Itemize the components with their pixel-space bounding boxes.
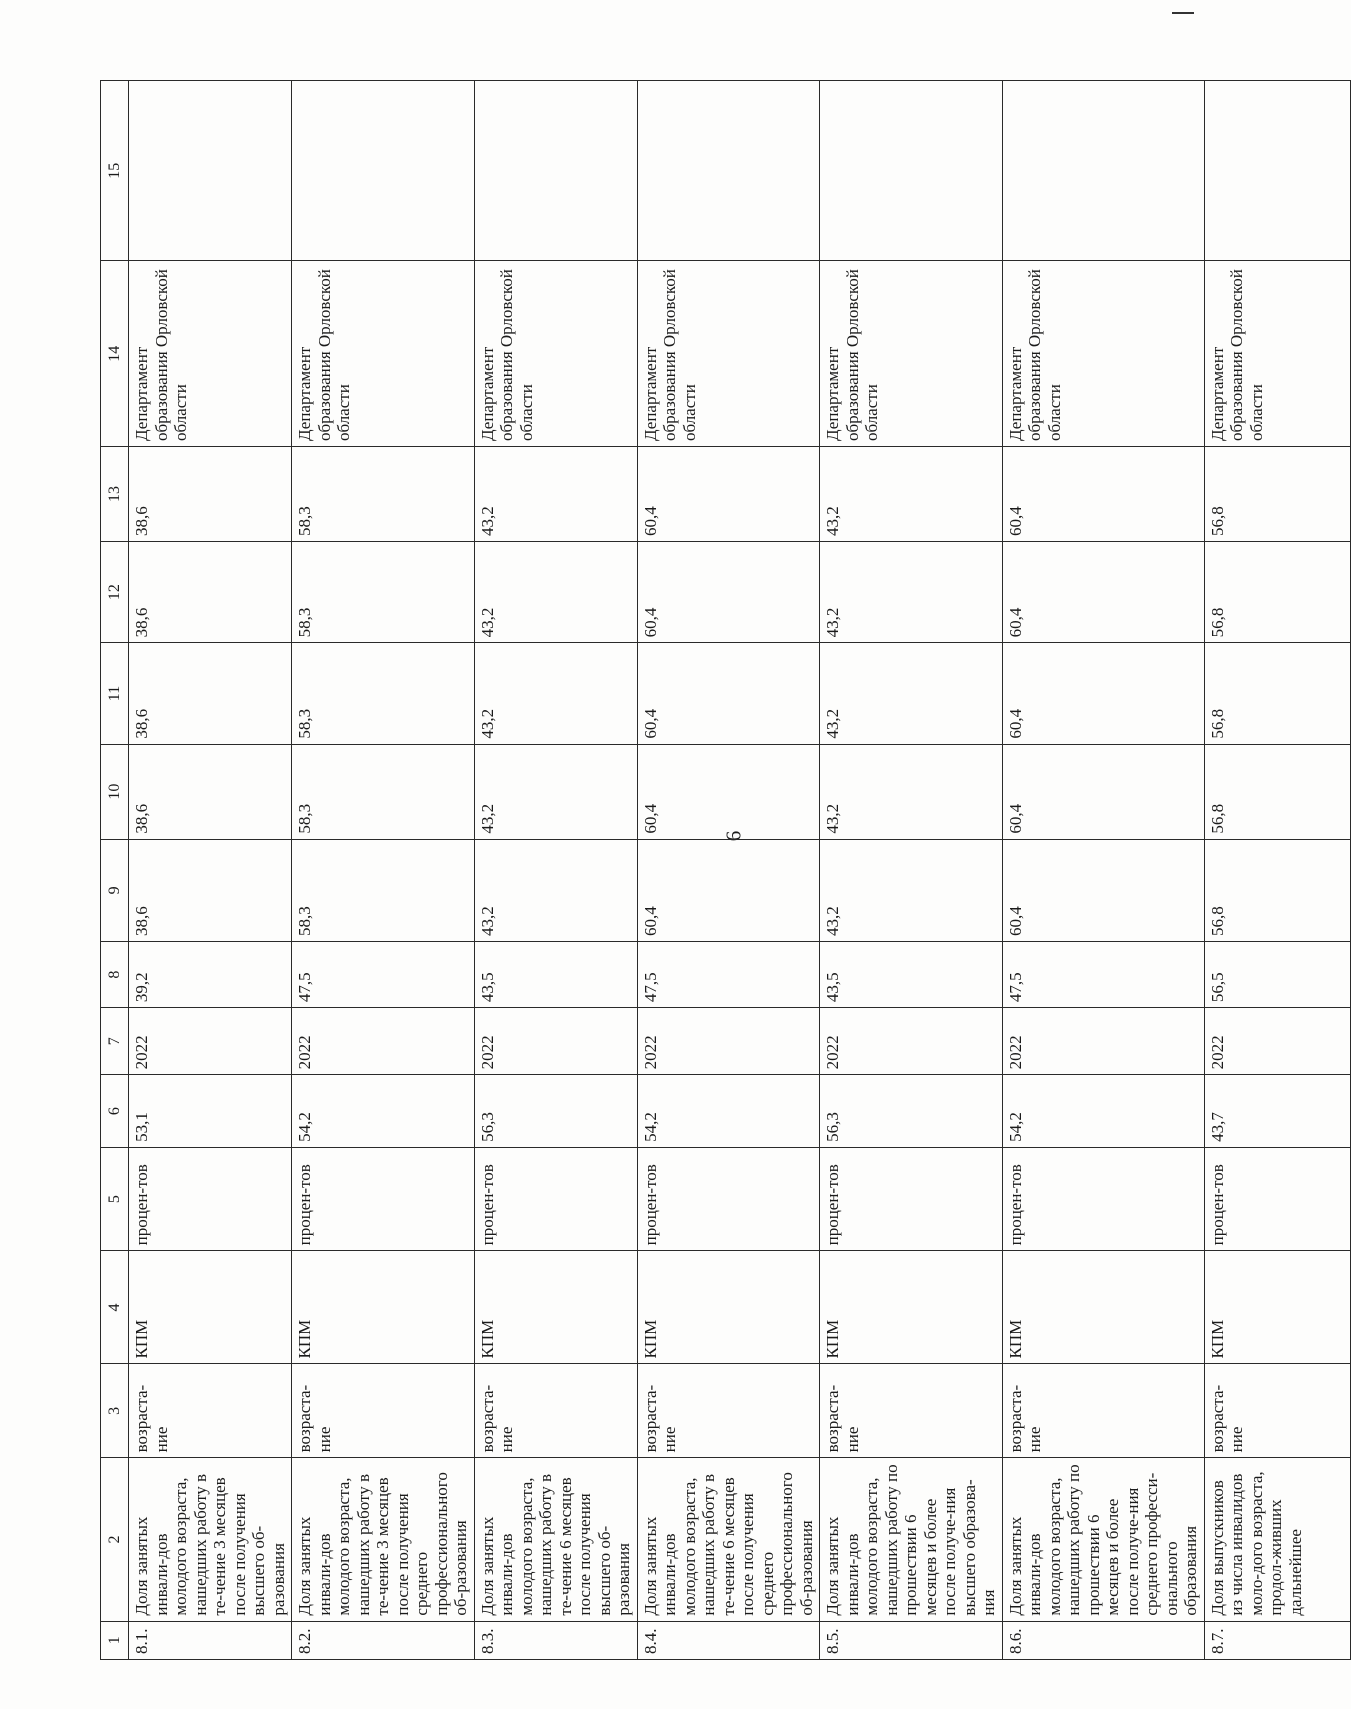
indicator-name: Доля занятых инвали-дов молодого возраста, нашедших работу по прошествии 6 месяцев и более после получе-ния среднего професси-онального образования	[1002, 1458, 1204, 1621]
value-cell: 60,4	[1002, 447, 1204, 542]
column-header: 15	[101, 81, 129, 261]
trend-cell: возраста-ние	[292, 1364, 475, 1458]
value-cell: 43,5	[474, 942, 637, 1008]
unit-cell: процен-тов	[820, 1147, 1003, 1250]
column-header: 11	[101, 643, 129, 744]
value-cell: 60,4	[637, 541, 820, 642]
value-cell: 60,4	[637, 643, 820, 744]
value-cell: 38,6	[129, 643, 292, 744]
value-cell: 58,3	[292, 839, 475, 941]
responsible-cell: Департамент образования Орловской области	[820, 261, 1003, 447]
value-cell: 38,6	[129, 839, 292, 941]
base-year: 2022	[820, 1008, 1003, 1075]
value-cell: 56,8	[1204, 643, 1350, 744]
value-cell: 43,2	[820, 643, 1003, 744]
value-cell: 43,2	[820, 839, 1003, 941]
column-header: 14	[101, 261, 129, 447]
column-number-header	[101, 81, 129, 1660]
value-cell: 43,5	[820, 942, 1003, 1008]
note-cell	[474, 81, 637, 261]
column-header: 9	[101, 839, 129, 941]
trend-cell: возраста-ние	[1002, 1364, 1204, 1458]
indicator-type: КПМ	[1204, 1251, 1350, 1364]
value-cell: 60,4	[1002, 643, 1204, 744]
note-cell	[1002, 81, 1204, 261]
indicator-type: КПМ	[474, 1251, 637, 1364]
value-cell: 43,2	[474, 839, 637, 941]
column-header: 4	[101, 1251, 129, 1364]
unit-cell: процен-тов	[474, 1147, 637, 1250]
indicator-name: Доля занятых инвали-дов молодого возраста, нашедших работу в те-чение 6 месяцев после получения высшего об-разования	[474, 1458, 637, 1621]
rotated-table-wrapper	[100, 80, 1305, 1660]
column-header: 8	[101, 942, 129, 1008]
column-header: 1	[101, 1621, 129, 1659]
base-value: 54,2	[637, 1075, 820, 1148]
table-row	[1002, 81, 1204, 1660]
table-row	[820, 81, 1003, 1660]
base-value: 54,2	[1002, 1075, 1204, 1148]
indicator-name: Доля занятых инвали-дов молодого возраста, нашедших работу по прошествии 6 месяцев и более после получе-ния высшего образова-ния	[820, 1458, 1003, 1621]
indicator-name: Доля занятых инвали-дов молодого возраста, нашедших работу в те-чение 6 месяцев после получения среднего профессионального об-разования	[637, 1458, 820, 1621]
value-cell: 56,8	[1204, 447, 1350, 542]
note-cell	[129, 81, 292, 261]
column-header: 10	[101, 744, 129, 839]
responsible-cell: Департамент образования Орловской области	[637, 261, 820, 447]
indicator-name: Доля занятых инвали-дов молодого возраста, нашедших работу в те-чение 3 месяцев после получения высшего об-разования	[129, 1458, 292, 1621]
base-year: 2022	[1002, 1008, 1204, 1075]
indicator-name: Доля занятых инвали-дов молодого возраста, нашедших работу в те-чение 3 месяцев после получения среднего профессионального об-разования	[292, 1458, 475, 1621]
value-cell: 43,2	[474, 447, 637, 542]
base-value: 56,3	[474, 1075, 637, 1148]
indicator-type: КПМ	[1002, 1251, 1204, 1364]
table-row	[637, 81, 820, 1660]
column-header: 7	[101, 1008, 129, 1075]
responsible-cell: Департамент образования Орловской области	[474, 261, 637, 447]
responsible-cell: Департамент образования Орловской области	[129, 261, 292, 447]
value-cell: 38,6	[129, 541, 292, 642]
table-row	[1204, 81, 1350, 1660]
note-cell	[1204, 81, 1350, 261]
value-cell: 43,2	[820, 447, 1003, 542]
unit-cell: процен-тов	[292, 1147, 475, 1250]
value-cell: 56,5	[1204, 942, 1350, 1008]
value-cell: 38,6	[129, 447, 292, 542]
column-header: 13	[101, 447, 129, 542]
value-cell: 58,3	[292, 744, 475, 839]
value-cell: 58,3	[292, 541, 475, 642]
base-year: 2022	[1204, 1008, 1350, 1075]
trend-cell: возраста-ние	[637, 1364, 820, 1458]
unit-cell: процен-тов	[1204, 1147, 1350, 1250]
value-cell: 47,5	[637, 942, 820, 1008]
value-cell: 43,2	[820, 541, 1003, 642]
base-year: 2022	[474, 1008, 637, 1075]
trend-cell: возраста-ние	[474, 1364, 637, 1458]
row-number: 8.1.	[129, 1621, 292, 1659]
value-cell: 56,8	[1204, 541, 1350, 642]
row-number: 8.2.	[292, 1621, 475, 1659]
trend-cell: возраста-ние	[1204, 1364, 1350, 1458]
base-value: 43,7	[1204, 1075, 1350, 1148]
unit-cell: процен-тов	[1002, 1147, 1204, 1250]
table-body	[129, 81, 1351, 1660]
value-cell: 47,5	[1002, 942, 1204, 1008]
indicator-type: КПМ	[292, 1251, 475, 1364]
value-cell: 47,5	[292, 942, 475, 1008]
value-cell: 43,2	[474, 643, 637, 744]
edge-mark	[1172, 12, 1194, 14]
table-row	[129, 81, 292, 1660]
page-number: 6	[721, 830, 746, 842]
base-year: 2022	[129, 1008, 292, 1075]
table-row	[292, 81, 475, 1660]
row-number: 8.4.	[637, 1621, 820, 1659]
row-number: 8.6.	[1002, 1621, 1204, 1659]
base-year: 2022	[292, 1008, 475, 1075]
column-header: 12	[101, 541, 129, 642]
value-cell: 60,4	[1002, 839, 1204, 941]
base-year: 2022	[637, 1008, 820, 1075]
value-cell: 60,4	[637, 744, 820, 839]
row-number: 8.3.	[474, 1621, 637, 1659]
indicator-name: Доля выпускников из числа инвалидов моло-дого возраста, продол-живших дальнейшее	[1204, 1458, 1350, 1621]
column-header: 3	[101, 1364, 129, 1458]
table-row	[474, 81, 637, 1660]
unit-cell: процен-тов	[129, 1147, 292, 1250]
base-value: 53,1	[129, 1075, 292, 1148]
trend-cell: возраста-ние	[820, 1364, 1003, 1458]
row-number: 8.5.	[820, 1621, 1003, 1659]
value-cell: 39,2	[129, 942, 292, 1008]
indicator-type: КПМ	[129, 1251, 292, 1364]
value-cell: 43,2	[474, 541, 637, 642]
value-cell: 60,4	[1002, 744, 1204, 839]
column-header: 5	[101, 1147, 129, 1250]
trend-cell: возраста-ние	[129, 1364, 292, 1458]
indicators-table	[100, 80, 1351, 1660]
value-cell: 56,8	[1204, 839, 1350, 941]
column-header: 2	[101, 1458, 129, 1621]
value-cell: 58,3	[292, 447, 475, 542]
responsible-cell: Департамент образования Орловской области	[292, 261, 475, 447]
value-cell: 56,8	[1204, 744, 1350, 839]
note-cell	[292, 81, 475, 261]
responsible-cell: Департамент образования Орловской области	[1002, 261, 1204, 447]
unit-cell: процен-тов	[637, 1147, 820, 1250]
value-cell: 43,2	[474, 744, 637, 839]
value-cell: 58,3	[292, 643, 475, 744]
note-cell	[820, 81, 1003, 261]
value-cell: 43,2	[820, 744, 1003, 839]
value-cell: 60,4	[1002, 541, 1204, 642]
base-value: 56,3	[820, 1075, 1003, 1148]
value-cell: 60,4	[637, 447, 820, 542]
value-cell: 38,6	[129, 744, 292, 839]
column-header: 6	[101, 1075, 129, 1148]
value-cell: 60,4	[637, 839, 820, 941]
note-cell	[637, 81, 820, 261]
responsible-cell: Департамент образования Орловской области	[1204, 261, 1350, 447]
indicator-type: КПМ	[637, 1251, 820, 1364]
row-number: 8.7.	[1204, 1621, 1350, 1659]
indicator-type: КПМ	[820, 1251, 1003, 1364]
base-value: 54,2	[292, 1075, 475, 1148]
